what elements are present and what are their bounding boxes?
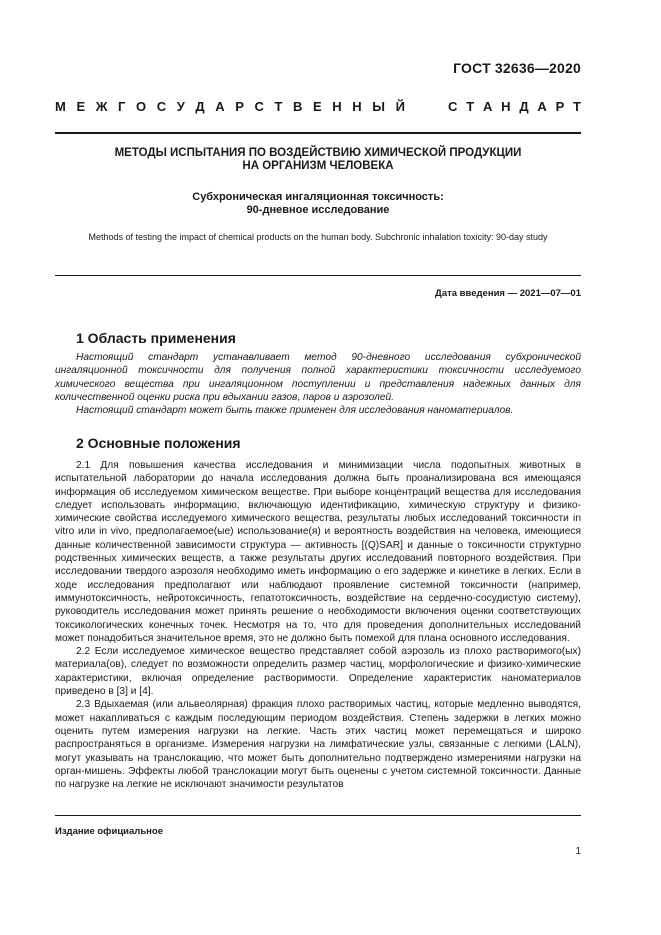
banner-letter: Ж: [95, 99, 108, 114]
introduction-date: Дата введения — 2021—07—01: [435, 288, 581, 299]
paragraph-2-1: 2.1 Для повышения качества исследования и минимизации числа подопытных животных в испытательной лаборатории до начала исследования должна быть проанализирована вся имеющаяся информация об исследуемом химическом веществе. При выборе концентраций вещества для исследования следует использовать информацию, включающую идентификацию, химическую структуру и физико-химические свойства исследуемого химического вещества, результаты любых исследований токсичности in vitro или in vivo, предполагаемое(ые) использование(я) и вероятность воздействия на человека, имеющиеся данные количественной зависимости структура — активность [(Q)SAR] и данные о токсичности структурно родственных химических веществ, а также результаты других исследований повторного воздействия. При исследовании твердого аэрозоля необходимо иметь информацию о его задержке и кинетике в легких. Если в ходе исследования предполагают или наблюдают проявление системной токсичности (например, иммунотоксичность, нейротоксичность, гепатотоксичность, воздействие на сердечно-сосудистую систему), руководитель исследования может принять решение о необходимости включения оценки соответствующих токсикологических конечных точек. Несмотря на то, что для проведения дополнительных исследований может понадобиться значительное время, это не должно быть помехой для плана основного исследования.: [55, 460, 581, 644]
banner-letter: А: [482, 99, 493, 114]
banner-letter: Ы: [372, 99, 385, 114]
section-1-paragraph-2: Настоящий стандарт может быть также применен для исследования наноматериалов.: [76, 405, 514, 417]
banner-letter: Н: [501, 99, 511, 114]
standard-word-2: [448, 99, 581, 114]
english-title: Methods of testing the impact of chemical products on the human body. Subchronic inhalation toxicity: 90-day study: [88, 232, 548, 242]
title-rule: [55, 275, 581, 276]
page-number: 1: [575, 846, 581, 857]
banner-letter: М: [55, 99, 66, 114]
banner-letter: Т: [274, 99, 283, 114]
paragraph-2-2: 2.2 Если исследуемое химическое вещество представляет собой аэрозоль из плохо растворимого(ых) материала(ов), следует по возможности определить размер частиц, морфологические и физико-химические характеристики, включая определение растворимости. Определение характеристик наноматериалов приведено в [3] и [4].: [55, 646, 581, 698]
banner-letter: Н: [352, 99, 362, 114]
banner-letter: У: [176, 99, 185, 114]
document-subtitle: [55, 191, 581, 217]
edition-label: Издание официальное: [55, 826, 163, 837]
section-1-text: [55, 351, 581, 417]
section-1-paragraph-1: Настоящий стандарт устанавливает метод 90-дневного исследования субхронической ингаляционной токсичности для получения полной характеристики токсичности исследуемого химического вещества при ингаляционном поступлении и представления надежных данных для количественной оценки риска при вдыхании газов, паров и аэрозолей.: [55, 352, 581, 403]
banner-letter: А: [537, 99, 547, 114]
banner-letter: Е: [313, 99, 322, 114]
banner-letter: Й: [395, 99, 405, 114]
title-line-2: НА ОРГАНИЗМ ЧЕЛОВЕКА: [242, 160, 394, 172]
banner-letter: Р: [235, 99, 244, 114]
banner-letter: Н: [332, 99, 342, 114]
banner-letter: Т: [466, 99, 475, 114]
banner-letter: В: [293, 99, 303, 114]
banner-letter: Т: [573, 99, 581, 114]
banner-letter: А: [215, 99, 225, 114]
banner-letter: Г: [118, 99, 126, 114]
section-2-text: [55, 459, 581, 791]
banner-letter: О: [136, 99, 147, 114]
paragraph-2-3: 2.3 Вдыхаемая (или альвеолярная) фракция плохо растворимых частиц, которые медленно выводятся, может накапливаться с каждым последующим периодом воздействия. Степень задержки в легких можно оценить путем измерения нагрузки на легкие. Часть этих частиц может перемещаться и широко распространяться в организме. Измерения нагрузки на лимфатические узлы, связанные с легкими (LALN), могут указывать на транслокацию, что может быть дополнительно подтверждено измерениями нагрузки на орган-мишень. Эффекты любой транслокации могут быть оценены с учетом системной токсичности. Данные по нагрузке на легкие не исключают значимости результатов: [55, 699, 581, 791]
subtitle-line-2: 90-дневное исследование: [246, 204, 390, 216]
banner-letter: С: [156, 99, 167, 114]
gost-code: ГОСТ 32636—2020: [453, 60, 581, 76]
section-2-heading: 2 Основные положения: [76, 435, 241, 451]
top-rule: [55, 132, 581, 134]
banner-letter: Р: [555, 99, 565, 114]
banner-letter: С: [448, 99, 458, 114]
standard-banner: [55, 99, 581, 114]
subtitle-line-1: Субхроническая ингаляционная токсичность:: [192, 191, 444, 203]
section-1-heading: 1 Область применения: [76, 330, 236, 346]
banner-letter: Е: [76, 99, 86, 114]
standard-word-1: [55, 99, 405, 114]
footer-rule: [55, 815, 581, 816]
title-line-1: МЕТОДЫ ИСПЫТАНИЯ ПО ВОЗДЕЙСТВИЮ ХИМИЧЕСКОЙ ПРОДУКЦИИ: [114, 147, 522, 159]
banner-letter: С: [254, 99, 264, 114]
banner-letter: Д: [519, 99, 529, 114]
document-title: [55, 147, 581, 173]
banner-letter: Д: [195, 99, 205, 114]
